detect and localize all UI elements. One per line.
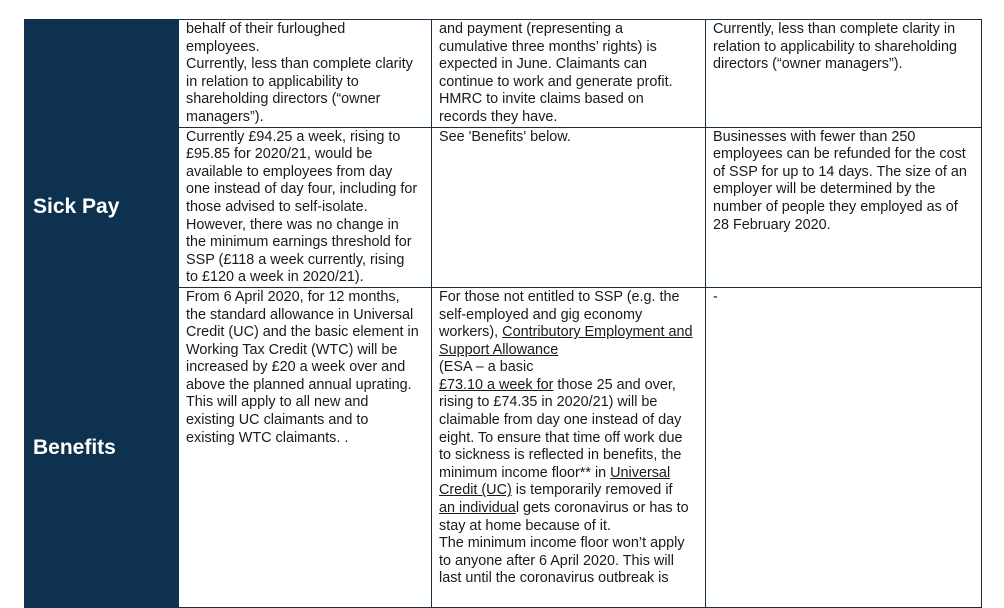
cell-line: From 6 April 2020, for 12 months, [186,288,400,305]
policy-table [24,19,982,608]
universal-credit-link-cont[interactable]: Credit (UC) [439,482,512,499]
cell-line [439,465,698,483]
cell-line: last until the coronavirus outbreak is [439,570,669,587]
cell-line: employees can be refunded for the cost [713,146,966,163]
business-cell [706,287,982,607]
cell-line: stay at home because of it. [439,517,611,534]
cell-line: the minimum earnings threshold for [186,234,412,251]
cell-line: records they have. [439,108,558,125]
cell-line: cumulative three months’ rights) is [439,38,657,55]
universal-credit-link[interactable]: Universal [610,464,671,481]
cell-line [439,500,698,518]
cell-line: However, there was no change in [186,216,399,233]
cell-text: is temporarily removed if [511,482,673,499]
table-row [25,287,982,607]
employee-cell [179,127,432,287]
cell-line: 28 February 2020. [713,216,831,233]
self-employed-cell [432,287,706,607]
cell-line: one instead of day four, including for [186,181,418,198]
cell-line: to sickness is reflected in benefits, the [439,447,682,464]
cell-line: expected in June. Claimants can [439,56,647,73]
employee-cell [179,20,432,128]
cell-line: increased by £20 a week over and [186,359,406,376]
cell-text: l gets coronavirus or has to [515,500,689,517]
business-cell [706,20,982,128]
self-employed-cell [432,20,706,128]
cell-line: to £120 a week in 2020/21). [186,269,364,286]
esa-link[interactable]: Contributory Employment and [502,324,693,341]
cell-line: of SSP for up to 14 days. The size of an [713,163,967,180]
cell-text: minimum income floor** in [439,464,611,481]
self-employed-cell [432,127,706,287]
cell-line: directors (“owner managers”). [713,56,903,73]
individual-link[interactable]: an individua [439,500,516,517]
cell-line: shareholding directors (“owner [186,91,381,108]
cell-line: available to employees from day [186,163,393,180]
cell-line: Currently £94.25 a week, rising to [186,128,401,145]
row-heading [25,20,179,128]
cell-line [439,324,698,342]
esa-rate-link[interactable]: £73.10 a week for [439,376,554,393]
cell-line: Currently, less than complete clarity [186,56,413,73]
cell-line: those advised to self-isolate. [186,198,368,215]
cell-line: existing UC claimants and to [186,412,369,429]
cell-line: and payment (representing a [439,21,623,37]
cell-text: workers), [439,324,503,341]
cell-line: in relation to applicability to [186,73,359,90]
table-row [25,20,982,128]
cell-line: See 'Benefits' below. [439,128,571,145]
cell-line [439,482,698,500]
cell-line: behalf of their furloughed [186,21,346,37]
cell-line: SSP (£118 a week currently, rising [186,251,405,268]
cell-line: Credit (UC) and the basic element in [186,324,419,341]
cell-line: relation to applicability to shareholding [713,38,957,55]
table-row [25,127,982,287]
cell-line: eight. To ensure that time off work due [439,429,683,446]
cell-line: the standard allowance in Universal [186,306,414,323]
cell-line [439,377,698,395]
cell-line: employer will be determined by the [713,181,936,198]
cell-line: existing WTC claimants. . [186,429,349,446]
cell-line: above the planned annual uprating. [186,376,412,393]
cell-line: Currently, less than complete clarity in [713,21,956,37]
cell-line: self-employed and gig economy [439,306,643,323]
cell-line: (ESA – a basic [439,359,534,376]
cell-line: HMRC to invite claims based on [439,91,644,108]
cell-line: £95.85 for 2020/21, would be [186,146,373,163]
cell-line: For those not entitled to SSP (e.g. the [439,288,680,305]
cell-line: to anyone after 6 April 2020. This will [439,552,674,569]
cell-line: Businesses with fewer than 250 [713,128,916,145]
esa-link-cont[interactable]: Support Allowance [439,341,559,358]
employee-cell [179,287,432,607]
cell-line: managers”). [186,108,264,125]
row-heading-sick-pay: Sick Pay [25,127,179,287]
cell-line: continue to work and generate profit. [439,73,673,90]
cell-line: This will apply to all new and [186,394,369,411]
cell-line: The minimum income floor won’t apply [439,535,685,552]
cell-line: rising to £74.35 in 2020/21) will be [439,394,658,411]
cell-text: those 25 and over, [553,376,676,393]
row-heading-benefits: Benefits [25,287,179,607]
cell-line: employees. [186,38,260,55]
cell-line: claimable from day one instead of day [439,412,682,429]
business-cell [706,127,982,287]
cell-line: number of people they employed as of [713,198,958,215]
cell-line: - [713,288,718,305]
cell-line [439,342,698,360]
cell-line: Working Tax Credit (WTC) will be [186,341,398,358]
